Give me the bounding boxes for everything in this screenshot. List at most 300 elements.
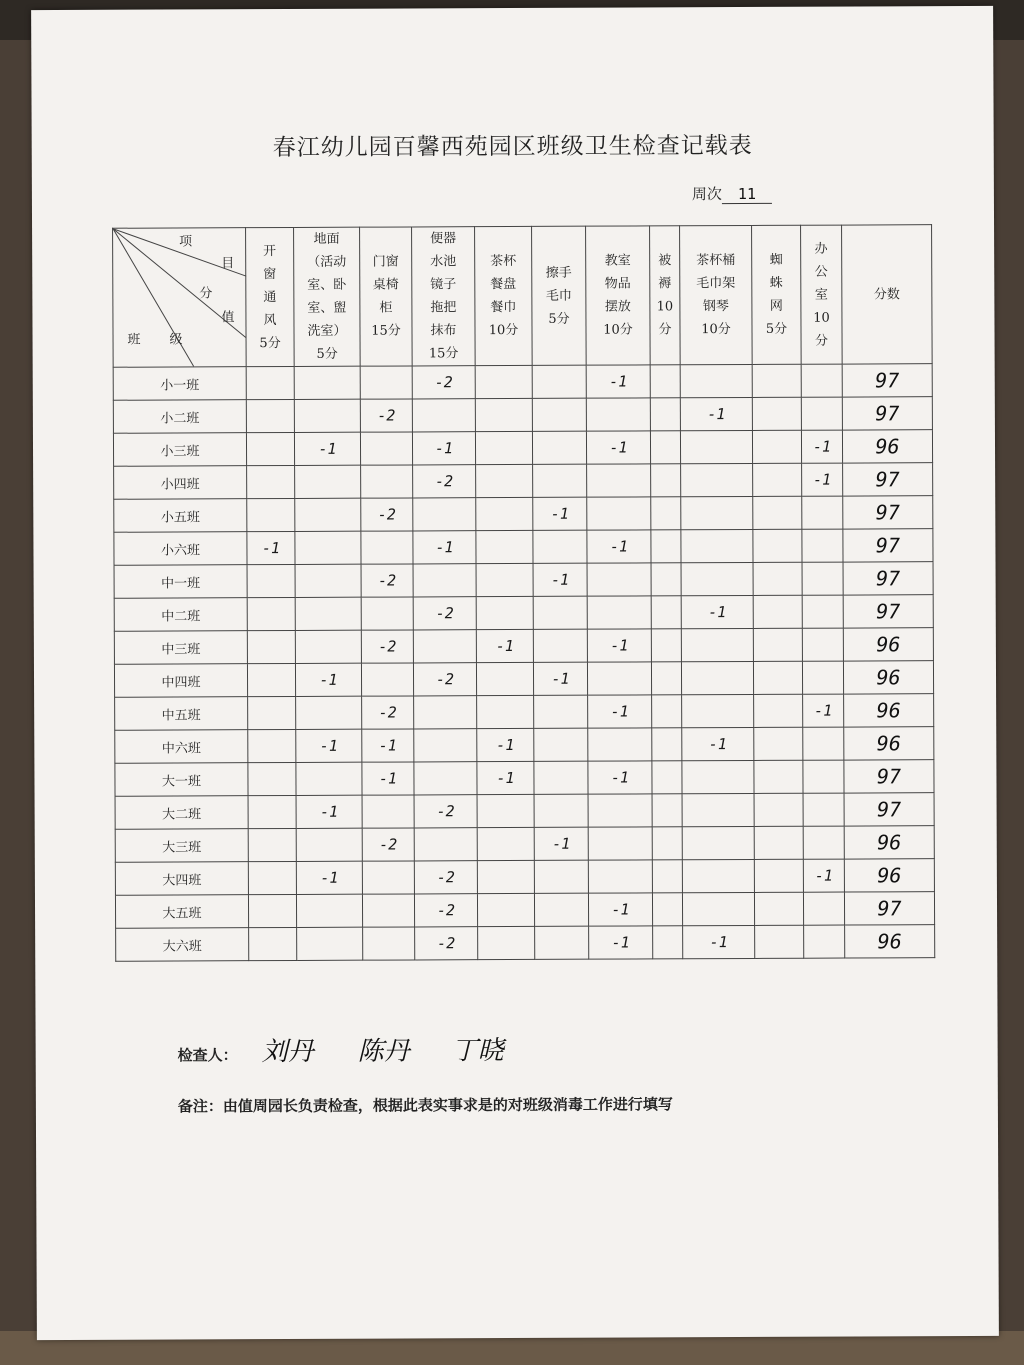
deduction-cell	[682, 892, 754, 925]
deduction-cell	[362, 894, 414, 927]
deduction-cell: -2	[362, 696, 414, 729]
score-cell: 97	[843, 562, 933, 595]
deduction-cell	[248, 729, 296, 762]
deduction-cell	[532, 431, 586, 464]
column-header-line: 毛巾	[545, 288, 572, 304]
deduction-cell	[651, 629, 681, 662]
table-row	[114, 628, 933, 665]
deduction-cell: -2	[414, 894, 477, 927]
deduction-cell	[247, 498, 295, 531]
deduction-cell	[247, 663, 295, 696]
score-cell: 96	[842, 430, 932, 463]
score-cell: 97	[844, 793, 934, 826]
table-body	[113, 364, 935, 962]
column-header-line: 网	[769, 298, 783, 314]
diagonal-header-cell	[113, 228, 247, 368]
deduction-cell	[586, 398, 650, 431]
deduction-cell	[752, 364, 801, 397]
column-header-line: 分	[815, 333, 829, 349]
class-name-cell: 大二班	[115, 796, 248, 830]
deduction-cell	[248, 795, 296, 828]
paper-sheet	[31, 6, 999, 1340]
deduction-cell	[681, 661, 753, 694]
score-cell: 97	[843, 595, 933, 628]
table-row	[115, 760, 934, 797]
deduction-cell: -1	[296, 795, 362, 828]
deduction-cell	[755, 925, 804, 958]
deduction-cell	[297, 927, 363, 960]
deduction-cell	[295, 498, 361, 531]
class-name-cell: 大五班	[115, 895, 248, 929]
deduction-cell	[532, 398, 586, 431]
column-header	[412, 227, 476, 366]
week-value: 11	[722, 185, 772, 204]
deduction-cell	[533, 464, 587, 497]
deduction-cell	[414, 828, 477, 861]
column-header	[650, 226, 681, 365]
column-header-line: 窗	[263, 266, 277, 282]
score-cell: 97	[843, 529, 933, 562]
deduction-cell	[802, 529, 843, 562]
deduction-cell	[754, 892, 803, 925]
deduction-cell	[296, 762, 362, 795]
corner-value-char-2: 值	[221, 310, 235, 326]
deduction-cell	[477, 695, 534, 728]
deduction-cell	[681, 463, 753, 496]
class-name-cell: 中六班	[115, 730, 248, 764]
deduction-cell: -2	[413, 663, 476, 696]
deduction-cell: -2	[361, 498, 413, 531]
deduction-cell	[477, 794, 534, 827]
deduction-cell: -1	[362, 762, 414, 795]
class-name-cell: 小一班	[113, 367, 246, 401]
deduction-cell	[247, 564, 295, 597]
deduction-cell	[294, 399, 360, 432]
deduction-cell	[534, 728, 588, 761]
deduction-cell: -1	[533, 497, 587, 530]
deduction-cell	[681, 628, 753, 661]
deduction-cell	[802, 595, 843, 628]
deduction-cell	[753, 628, 802, 661]
deduction-cell	[754, 793, 803, 826]
column-header	[532, 226, 587, 365]
deduction-cell	[412, 399, 475, 432]
deduction-cell	[413, 498, 476, 531]
deduction-cell	[652, 860, 682, 893]
column-header-line: 桌椅	[372, 277, 399, 293]
deduction-cell	[801, 364, 842, 397]
deduction-cell	[475, 431, 532, 464]
deduction-cell	[478, 926, 535, 959]
deduction-cell: -1	[680, 397, 752, 430]
class-name-cell: 中三班	[114, 631, 247, 665]
column-header-line: 摆放	[604, 299, 631, 315]
corner-value-char-1: 分	[199, 286, 213, 302]
deduction-cell: -1	[803, 694, 844, 727]
column-header-line: 水池	[430, 254, 457, 270]
deduction-cell	[651, 596, 681, 629]
deduction-cell	[680, 364, 752, 397]
deduction-cell	[803, 793, 844, 826]
deduction-cell	[754, 826, 803, 859]
deduction-cell	[681, 529, 753, 562]
column-header-line: 办	[814, 241, 828, 257]
column-header-line: 教室	[604, 253, 631, 269]
deduction-cell	[753, 529, 802, 562]
score-cell: 97	[842, 397, 932, 430]
deduction-cell: -1	[588, 893, 652, 926]
class-name-cell: 中四班	[114, 664, 247, 698]
deduction-cell	[248, 861, 296, 894]
deduction-cell: -1	[296, 729, 362, 762]
deduction-cell	[652, 728, 682, 761]
column-header-line: 物品	[604, 276, 631, 292]
deduction-cell	[534, 860, 588, 893]
deduction-cell: -1	[476, 629, 533, 662]
deduction-cell: -2	[362, 828, 414, 861]
deduction-cell: -1	[587, 629, 651, 662]
column-header-line: 餐盘	[490, 276, 517, 293]
column-header	[842, 225, 933, 364]
deduction-cell	[361, 597, 413, 630]
column-header-line: 15分	[428, 346, 459, 362]
deduction-cell: -1	[682, 727, 754, 760]
table-row	[114, 529, 933, 566]
column-header-line: 分	[658, 322, 672, 338]
column-header-line: 便器	[430, 231, 457, 247]
deduction-cell	[248, 894, 296, 927]
deduction-cell: -1	[587, 530, 651, 563]
deduction-cell	[587, 464, 651, 497]
column-header-line: （活动	[307, 254, 347, 270]
table-row	[114, 595, 933, 632]
deduction-cell	[534, 893, 588, 926]
column-header-line: 镜子	[430, 277, 457, 293]
deduction-cell: -1	[586, 365, 650, 398]
deduction-cell	[652, 794, 682, 827]
deduction-cell	[413, 564, 476, 597]
deduction-cell: -2	[414, 795, 477, 828]
column-header-line: 地面	[313, 231, 340, 247]
deduction-cell	[650, 398, 680, 431]
table-row	[114, 496, 933, 533]
deduction-cell	[752, 430, 801, 463]
deduction-cell	[802, 562, 843, 595]
class-name-cell: 小四班	[114, 466, 247, 500]
column-header	[475, 226, 533, 365]
deduction-cell	[246, 399, 294, 432]
column-header-line: 钢琴	[702, 299, 729, 315]
deduction-cell	[362, 795, 414, 828]
column-header-line: 茶杯	[490, 253, 517, 270]
deduction-cell: -2	[415, 927, 478, 960]
column-header-line: 15分	[371, 323, 401, 339]
inspection-table	[112, 224, 935, 962]
table-row	[115, 859, 934, 896]
column-header-line: 开	[263, 243, 277, 259]
deduction-cell	[361, 663, 413, 696]
deduction-cell	[680, 430, 752, 463]
deduction-cell: -1	[412, 432, 475, 465]
column-header	[246, 227, 295, 366]
column-header-line: 褥	[658, 276, 672, 292]
score-cell: 96	[844, 727, 934, 760]
deduction-cell	[295, 564, 361, 597]
deduction-cell: -1	[683, 925, 755, 958]
column-header-line: 室、卧	[307, 277, 347, 293]
deduction-cell	[682, 859, 754, 892]
deduction-cell	[477, 860, 534, 893]
corner-class-char-1: 班	[127, 332, 141, 348]
deduction-cell	[754, 760, 803, 793]
deduction-cell	[294, 366, 360, 399]
table-row	[115, 793, 934, 830]
footnote: 备注：由值周园长负责检查，根据此表实事求是的对班级消毒工作进行填写	[177, 1095, 673, 1116]
deduction-cell	[754, 859, 803, 892]
column-header-line: 擦手	[545, 265, 572, 281]
table-row	[116, 925, 935, 962]
deduction-cell	[247, 597, 295, 630]
class-name-cell: 中一班	[114, 565, 247, 599]
deduction-cell: -1	[413, 531, 476, 564]
class-name-cell: 小五班	[114, 499, 247, 533]
deduction-cell	[587, 596, 651, 629]
week-label: 周次	[691, 185, 722, 204]
deduction-cell: -1	[801, 430, 842, 463]
deduction-cell	[682, 793, 754, 826]
deduction-cell	[753, 595, 802, 628]
deduction-cell: -1	[589, 926, 653, 959]
deduction-cell	[752, 397, 801, 430]
class-name-cell: 小三班	[113, 433, 246, 467]
column-header	[294, 227, 361, 366]
deduction-cell	[587, 563, 651, 596]
column-header	[360, 227, 413, 366]
deduction-cell	[533, 530, 587, 563]
deduction-cell	[754, 727, 803, 760]
class-name-cell: 大一班	[115, 763, 248, 797]
column-header-line: 蜘	[769, 252, 783, 268]
deduction-cell	[652, 695, 682, 728]
deduction-cell	[804, 925, 845, 958]
deduction-cell	[476, 530, 533, 563]
deduction-cell	[414, 729, 477, 762]
deduction-cell	[681, 496, 753, 529]
deduction-cell	[295, 465, 361, 498]
deduction-cell: -1	[533, 662, 587, 695]
column-header	[752, 225, 802, 364]
deduction-cell	[414, 696, 477, 729]
deduction-cell	[650, 365, 680, 398]
deduction-cell	[682, 694, 754, 727]
corner-item-char-1: 项	[179, 234, 193, 250]
deduction-cell: -1	[247, 531, 295, 564]
table-row	[114, 661, 933, 698]
column-header-line: 餐巾	[490, 299, 517, 316]
score-cell: 96	[844, 826, 934, 859]
deduction-cell: -1	[534, 827, 588, 860]
deduction-cell	[248, 762, 296, 795]
deduction-cell: -2	[413, 597, 476, 630]
document-title: 春江幼儿园百馨西苑园区班级卫生检查记载表	[272, 132, 753, 162]
deduction-cell	[682, 826, 754, 859]
class-name-cell: 大六班	[116, 928, 249, 962]
column-header-line: 抹布	[430, 323, 457, 339]
deduction-cell: -1	[477, 761, 534, 794]
deduction-cell	[532, 365, 586, 398]
deduction-cell: -2	[414, 861, 477, 894]
column-header-line: 5分	[316, 346, 338, 362]
deduction-cell	[477, 827, 534, 860]
deduction-cell	[803, 760, 844, 793]
deduction-cell	[802, 628, 843, 661]
column-header-line: 室、盥	[307, 300, 347, 316]
deduction-cell	[534, 761, 588, 794]
corner-class-char-2: 级	[169, 332, 183, 348]
score-cell: 97	[844, 892, 934, 925]
column-header-line: 拖把	[430, 300, 457, 316]
score-cell: 96	[844, 859, 934, 892]
deduction-cell	[360, 366, 412, 399]
deduction-cell: -2	[361, 564, 413, 597]
deduction-cell	[361, 465, 413, 498]
deduction-cell	[475, 365, 532, 398]
corner-item-char-2: 目	[221, 256, 235, 272]
score-cell: 97	[844, 760, 934, 793]
class-name-cell: 中五班	[115, 697, 248, 731]
score-cell: 96	[843, 661, 933, 694]
deduction-cell	[476, 563, 533, 596]
deduction-cell	[587, 497, 651, 530]
inspector-signature-1: 刘丹	[261, 1036, 314, 1068]
deduction-cell: -1	[588, 761, 652, 794]
column-header-line: 5分	[548, 311, 570, 327]
deduction-cell	[652, 893, 682, 926]
table-row	[114, 562, 933, 599]
deduction-cell	[681, 562, 753, 595]
deduction-cell	[588, 794, 652, 827]
class-name-cell: 大三班	[115, 829, 248, 863]
score-cell: 97	[842, 364, 932, 397]
deduction-cell: -1	[588, 695, 652, 728]
deduction-cell	[753, 661, 802, 694]
deduction-cell	[476, 497, 533, 530]
deduction-cell: -2	[412, 366, 475, 399]
deduction-cell	[803, 826, 844, 859]
deduction-cell	[802, 496, 843, 529]
class-name-cell: 小二班	[113, 400, 246, 434]
deduction-cell	[587, 662, 651, 695]
deduction-cell	[413, 630, 476, 663]
deduction-cell: -1	[533, 563, 587, 596]
table-row	[115, 727, 934, 764]
deduction-cell	[295, 630, 361, 663]
deduction-cell	[753, 562, 802, 595]
class-name-cell: 小六班	[114, 532, 247, 566]
table-row	[113, 397, 932, 434]
deduction-cell	[476, 596, 533, 629]
column-header-line: 10	[813, 310, 830, 326]
deduction-cell: -1	[362, 729, 414, 762]
score-cell: 97	[843, 496, 933, 529]
deduction-cell	[650, 431, 680, 464]
column-header-line: 柜	[379, 300, 393, 316]
deduction-cell	[533, 596, 587, 629]
deduction-cell	[249, 927, 297, 960]
deduction-cell	[477, 893, 534, 926]
deduction-cell	[296, 828, 362, 861]
deduction-cell: -1	[803, 859, 844, 892]
column-header-line: 茶杯桶	[696, 253, 736, 269]
deduction-cell	[651, 497, 681, 530]
deduction-cell	[534, 794, 588, 827]
deduction-cell	[476, 662, 533, 695]
deduction-cell: -1	[802, 463, 843, 496]
deduction-cell	[651, 530, 681, 563]
deduction-cell	[534, 695, 588, 728]
deduction-cell	[248, 828, 296, 861]
deduction-cell	[533, 629, 587, 662]
column-header-line: 5分	[259, 335, 281, 351]
deduction-cell: -1	[681, 595, 753, 628]
week-field	[692, 183, 772, 204]
column-header-line: 10分	[701, 322, 731, 338]
column-header	[586, 226, 651, 365]
column-header-line: 风	[263, 312, 277, 328]
inspector-signature-2: 陈丹	[357, 1036, 410, 1067]
inspector-label: 检查人：	[177, 1046, 238, 1065]
column-header-line: 洗室）	[307, 323, 347, 339]
deduction-cell	[651, 563, 681, 596]
deduction-cell: -2	[413, 465, 476, 498]
deduction-cell	[803, 727, 844, 760]
deduction-cell	[535, 926, 589, 959]
class-name-cell: 大四班	[115, 862, 248, 896]
column-header	[680, 225, 753, 364]
deduction-cell	[247, 630, 295, 663]
deduction-cell	[361, 531, 413, 564]
column-header-line: 10	[656, 299, 674, 315]
score-cell: 96	[843, 628, 933, 661]
column-header	[801, 225, 843, 364]
deduction-cell	[651, 464, 681, 497]
deduction-cell	[295, 597, 361, 630]
column-header-line: 蛛	[769, 275, 783, 291]
deduction-cell	[803, 892, 844, 925]
class-name-cell: 中二班	[114, 598, 247, 632]
column-header-line: 10分	[488, 322, 519, 339]
deduction-cell: -1	[295, 663, 361, 696]
column-header-line: 室	[814, 287, 828, 303]
deduction-cell: -2	[361, 630, 413, 663]
deduction-cell: -1	[477, 728, 534, 761]
deduction-cell	[246, 432, 294, 465]
deduction-cell	[414, 762, 477, 795]
deduction-cell: -1	[296, 861, 362, 894]
deduction-cell	[682, 760, 754, 793]
table-row	[115, 694, 934, 731]
score-cell: 97	[843, 463, 933, 496]
deduction-cell	[296, 894, 362, 927]
deduction-cell	[360, 432, 412, 465]
score-cell: 96	[845, 925, 935, 958]
column-header-line: 5分	[765, 321, 788, 337]
deduction-cell	[246, 366, 294, 399]
deduction-cell	[363, 927, 415, 960]
score-cell: 96	[844, 694, 934, 727]
column-header-line: 毛巾架	[696, 276, 736, 292]
deduction-cell	[475, 398, 532, 431]
